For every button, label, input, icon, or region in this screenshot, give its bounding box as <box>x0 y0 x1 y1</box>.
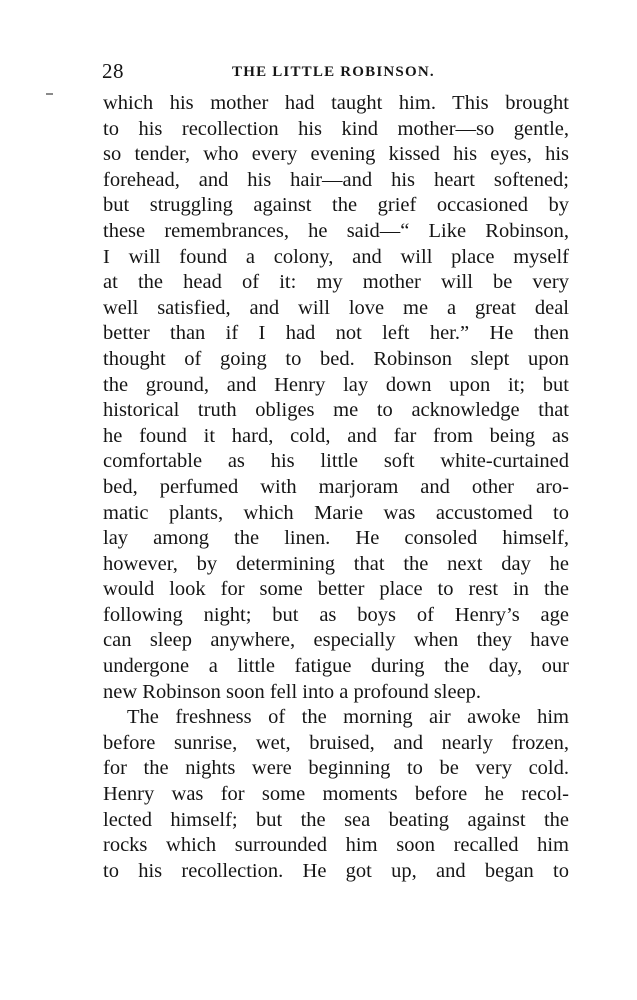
text-line: rocks which surrounded him soon recalled him <box>103 834 569 857</box>
margin-mark <box>46 93 53 95</box>
text-line: The freshness of the morning air awoke him <box>127 706 569 729</box>
page-number: 28 <box>102 59 124 83</box>
text-line: the ground, and Henry lay down upon it; but <box>103 373 569 396</box>
text-line: comfortable as his little soft white-curtained <box>103 450 569 473</box>
text-line: at the head of it: my mother will be very <box>103 271 569 294</box>
text-line: but struggling against the grief occasioned by <box>103 194 569 217</box>
text-line: lay among the linen. He consoled himself, <box>103 527 569 550</box>
text-line: Henry was for some moments before he recol- <box>103 783 569 806</box>
text-line: I will found a colony, and will place myself <box>103 245 569 268</box>
text-line: to his recollection. He got up, and began to <box>103 859 569 882</box>
text-line: lected himself; but the sea beating against the <box>103 808 569 831</box>
text-line: bed, perfumed with marjoram and other aro- <box>103 475 569 498</box>
text-line: so tender, who every evening kissed his eyes, his <box>103 143 569 166</box>
text-line: to his recollection his kind mother—so gentle, <box>103 117 569 140</box>
text-line: before sunrise, wet, bruised, and nearly frozen, <box>103 731 569 754</box>
text-line: for the nights were beginning to be very cold. <box>103 757 569 780</box>
text-line: thought of going to bed. Robinson slept upon <box>103 347 569 370</box>
page-header <box>102 58 568 84</box>
text-line: can sleep anywhere, especially when they have <box>103 629 569 652</box>
text-line: these remembrances, he said—“ Like Robinson, <box>103 219 569 242</box>
text-line: however, by determining that the next day he <box>103 552 569 575</box>
paragraph-2 <box>103 705 569 884</box>
text-line: better than if I had not left her.” He then <box>103 322 569 345</box>
text-line: forehead, and his hair—and his heart softened; <box>103 168 569 191</box>
text-line: undergone a little fatigue during the day, our <box>103 655 569 678</box>
text-line: which his mother had taught him. This brought <box>103 92 569 114</box>
text-line: well satisfied, and will love me a great deal <box>103 296 569 319</box>
text-line: would look for some better place to rest in the <box>103 578 569 601</box>
running-title: THE LITTLE ROBINSON. <box>232 64 435 80</box>
text-line: he found it hard, cold, and far from being as <box>103 424 569 447</box>
paragraph-1 <box>103 91 569 705</box>
text-line: new Robinson soon fell into a profound sleep. <box>103 680 482 703</box>
body-text <box>103 91 569 884</box>
text-line: matic plants, which Marie was accustomed to <box>103 501 569 524</box>
text-line: historical truth obliges me to acknowledge that <box>103 399 569 422</box>
text-line: following night; but as boys of Henry’s age <box>103 603 569 626</box>
